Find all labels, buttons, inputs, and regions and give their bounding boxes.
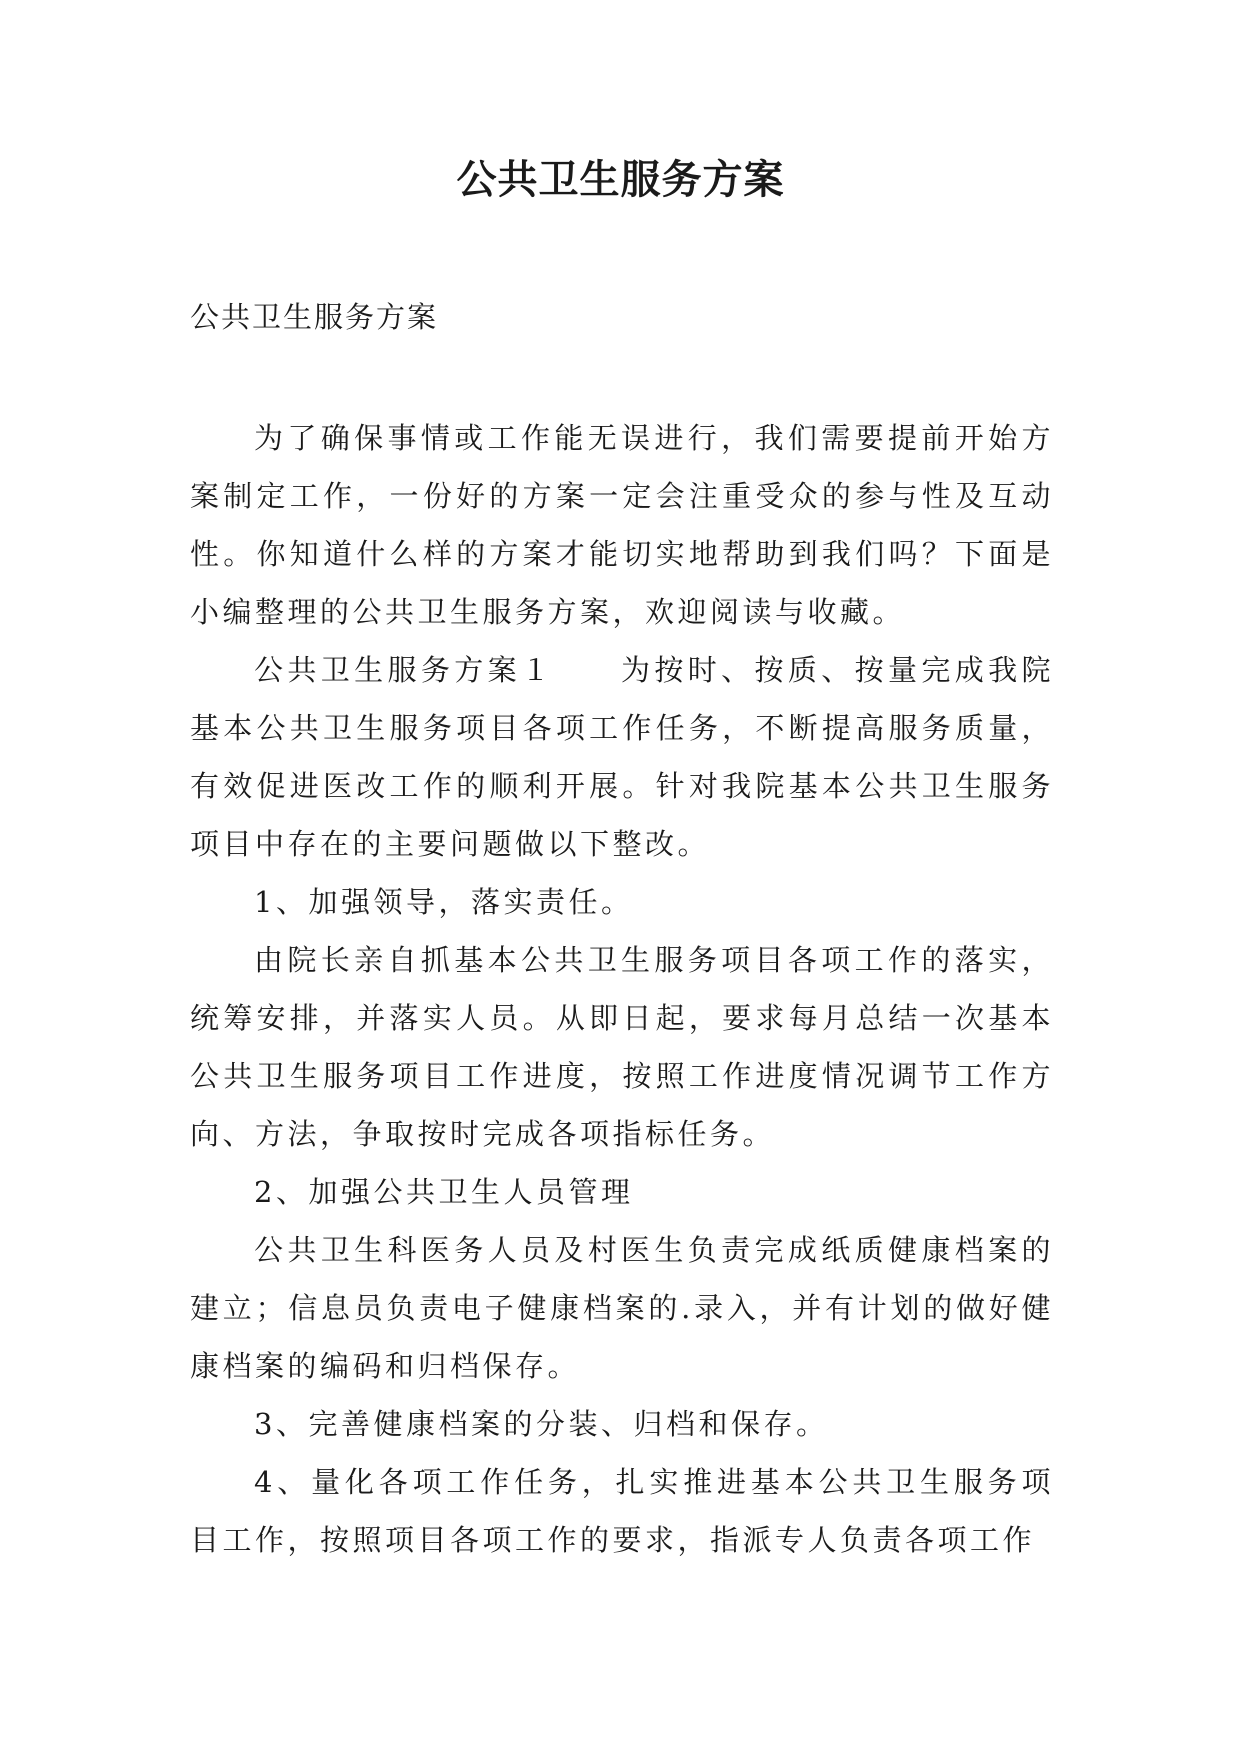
paragraph-item-3: 3、完善健康档案的分装、归档和保存。: [254, 1407, 829, 1441]
document-subtitle: 公共卫生服务方案: [190, 300, 439, 334]
document-title: 公共卫生服务方案: [456, 157, 785, 203]
paragraph-item-2-body: 公共卫生科医务人员及村医生负责完成纸质健康档案的建立；信息员负责电子健康档案的.录入，并有计划的做好健康档案的编码和归档保存。: [190, 1233, 1054, 1383]
paragraph-item-1-heading: 1、加强领导，落实责任。: [254, 885, 634, 919]
paragraph-plan-1: 公共卫生服务方案１ 为按时、按质、按量完成我院基本公共卫生服务项目各项工作任务，不断提高服务质量，有效促进医改工作的顺利开展。针对我院基本公共卫生服务项目中存在的主要问题做以下整改。: [190, 653, 1054, 861]
paragraph-item-4: 4、量化各项工作任务，扎实推进基本公共卫生服务项目工作，按照项目各项工作的要求，指派专人负责各项工作: [190, 1465, 1054, 1557]
document-body: [190, 409, 1054, 1569]
paragraph-item-1-body: 由院长亲自抓基本公共卫生服务项目各项工作的落实，统筹安排，并落实人员。从即日起，要求每月总结一次基本公共卫生服务项目工作进度，按照工作进度情况调节工作方向、方法，争取按时完成各项指标任务。: [190, 943, 1054, 1151]
paragraph-intro: 为了确保事情或工作能无误进行，我们需要提前开始方案制定工作，一份好的方案一定会注重受众的参与性及互动性。你知道什么样的方案才能切实地帮助到我们吗？下面是小编整理的公共卫生服务方案，欢迎阅读与收藏。: [190, 421, 1054, 629]
paragraph-item-2-heading: 2、加强公共卫生人员管理: [254, 1175, 634, 1209]
